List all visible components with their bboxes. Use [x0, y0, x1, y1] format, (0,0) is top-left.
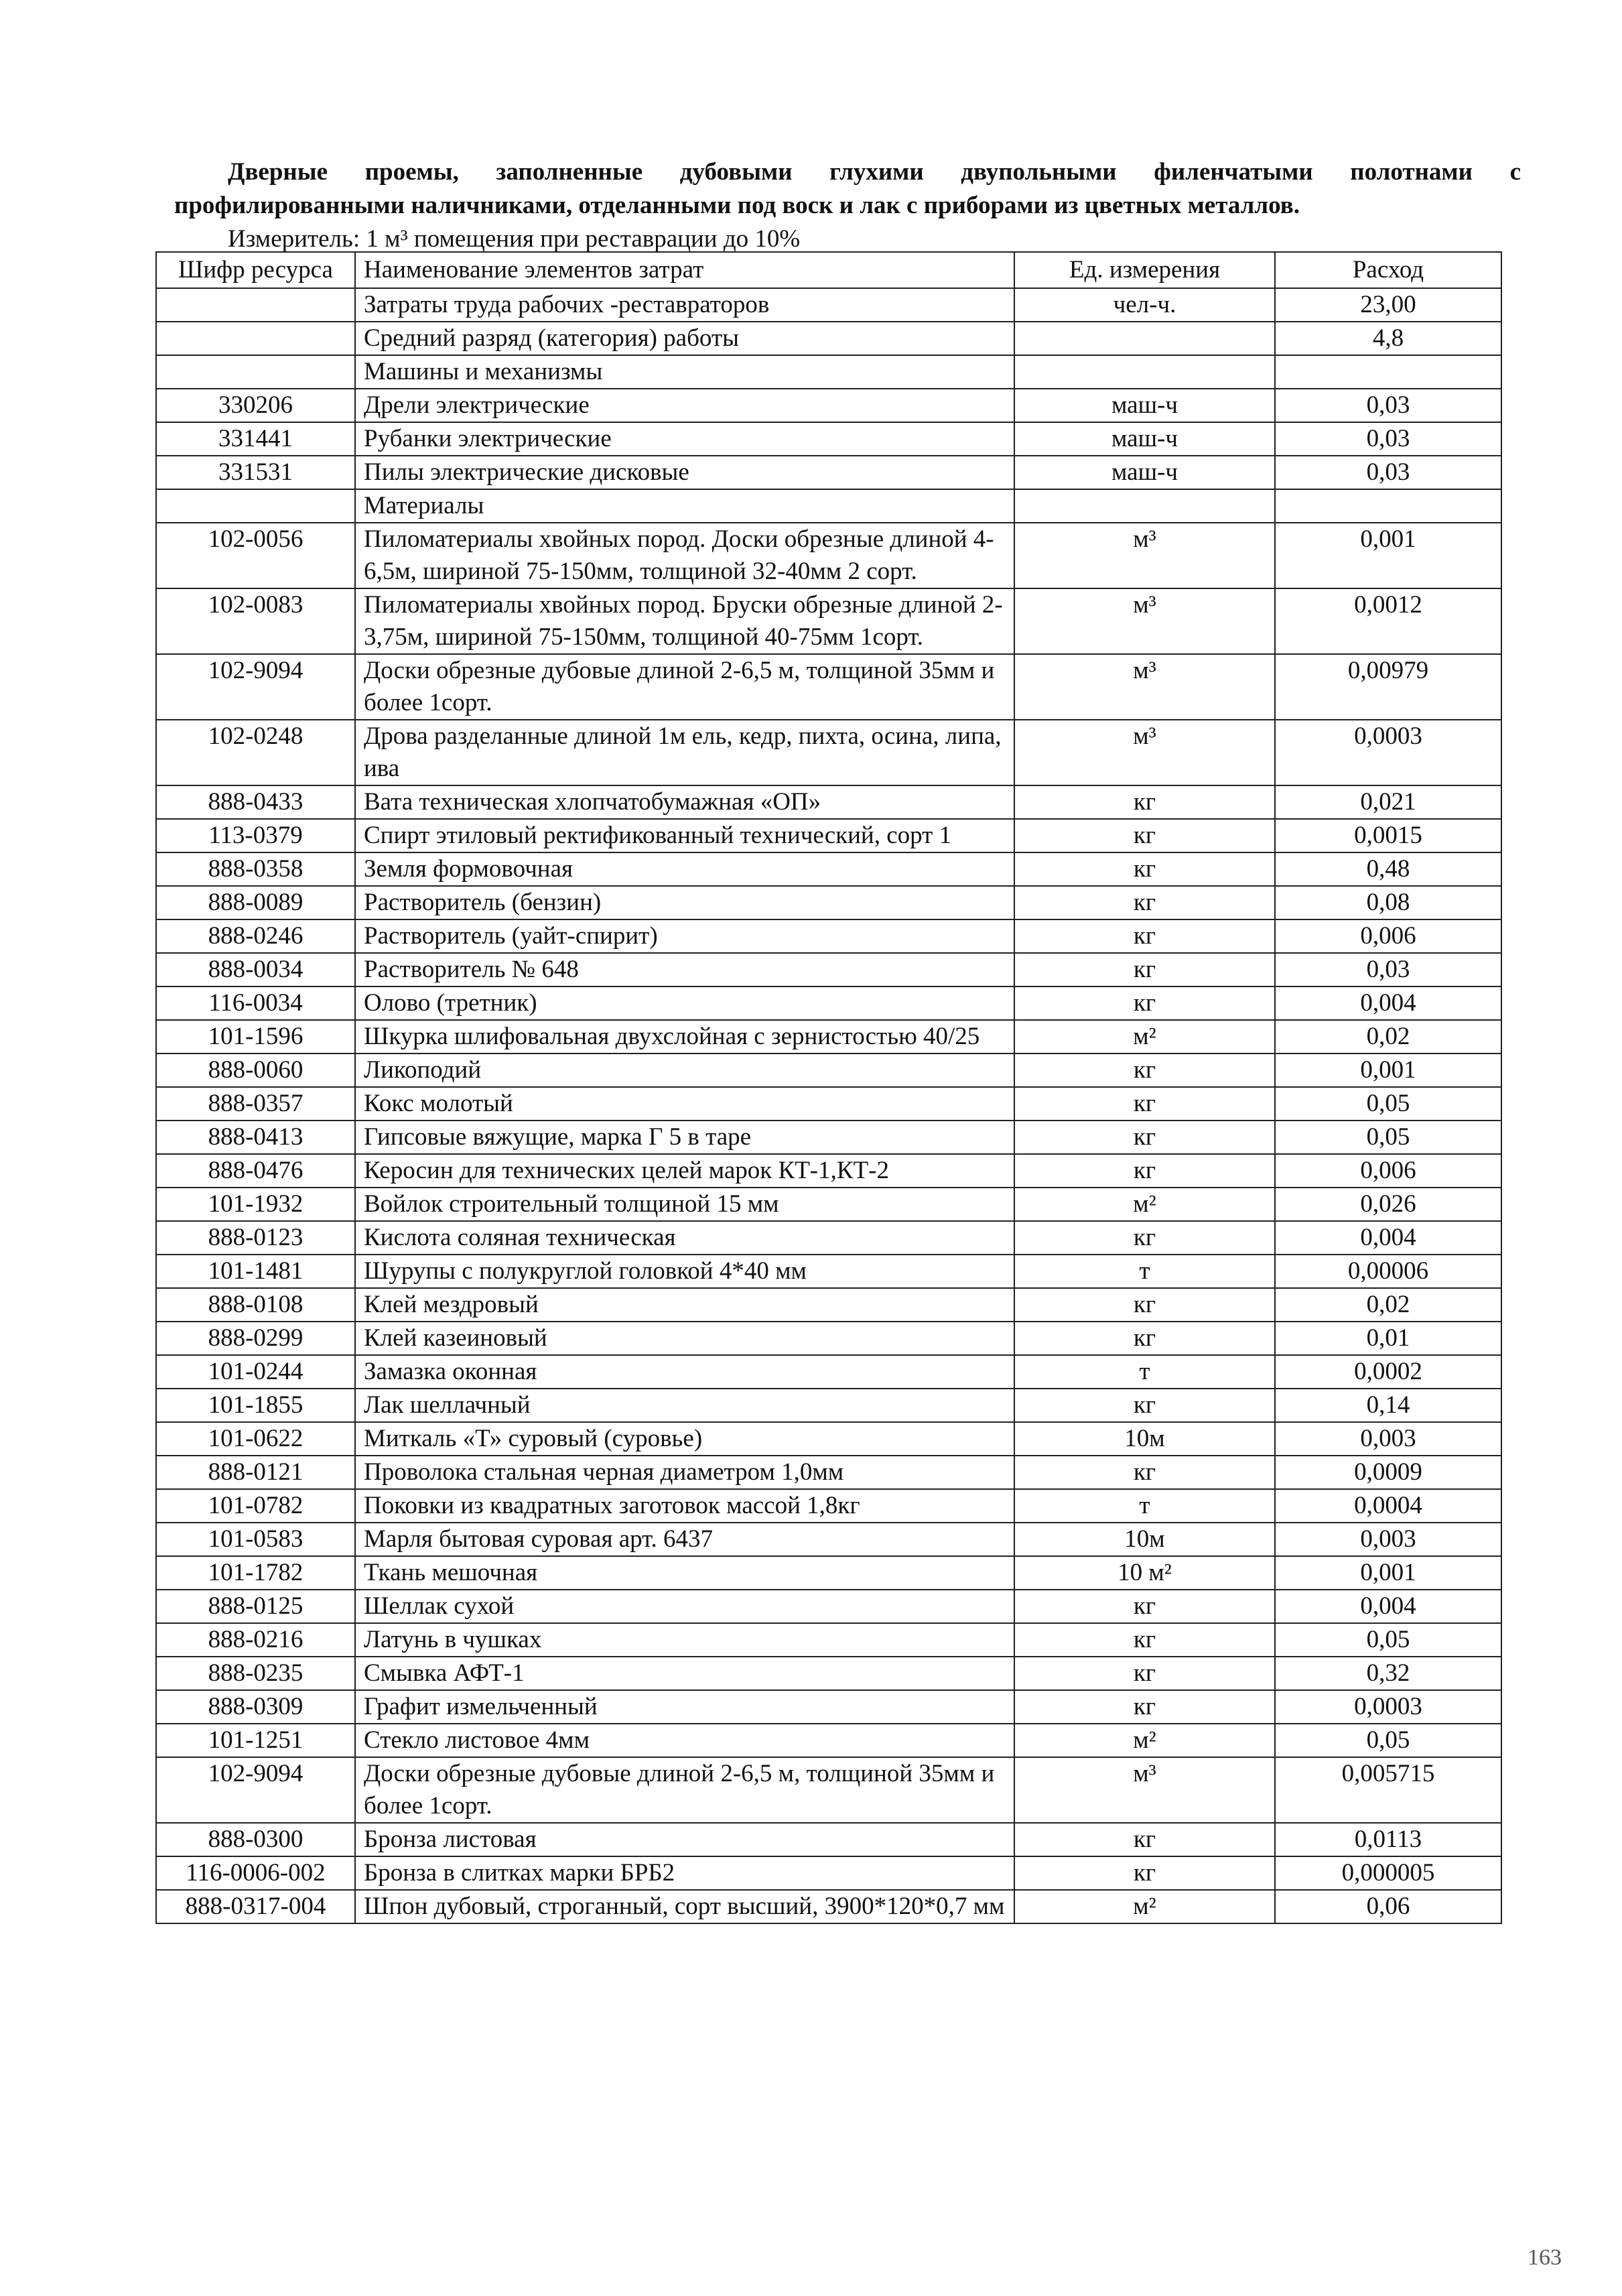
cell-name: Клей мездровый [355, 1288, 1014, 1322]
document-intro [174, 155, 1521, 256]
cell-code: 102-9094 [156, 654, 355, 720]
cell-name: Олово (третник) [355, 986, 1014, 1020]
cell-code: 101-1596 [156, 1020, 355, 1054]
cell-code: 888-0300 [156, 1823, 355, 1856]
cell-qty: 0,32 [1275, 1657, 1501, 1690]
cell-qty: 0,0012 [1275, 588, 1501, 654]
cell-unit: кг [1014, 1154, 1275, 1188]
cell-code: 888-0246 [156, 919, 355, 953]
table-row [156, 1020, 1501, 1054]
cell-qty: 0,48 [1275, 852, 1501, 886]
cell-qty: 0,03 [1275, 953, 1501, 986]
table-row [156, 654, 1501, 720]
cell-name: Лак шеллачный [355, 1389, 1014, 1422]
table-row [156, 1890, 1501, 1923]
cell-code: 101-0622 [156, 1422, 355, 1456]
cell-code: 888-0299 [156, 1322, 355, 1355]
intro-line-2: профилированными наличниками, отделанными под воск и лак с приборами из цветных металлов. [174, 192, 1300, 219]
cell-name: Клей казеиновый [355, 1322, 1014, 1355]
cell-name: Миткаль «Т» суровый (суровье) [355, 1422, 1014, 1456]
cell-qty: 0,14 [1275, 1389, 1501, 1422]
cell-name: Вата техническая хлопчатобумажная «ОП» [355, 785, 1014, 819]
table-row [156, 919, 1501, 953]
table-row [156, 1856, 1501, 1890]
cell-unit: кг [1014, 1623, 1275, 1657]
cell-code: 101-1251 [156, 1724, 355, 1757]
table-row [156, 1724, 1501, 1757]
cell-code: 888-0216 [156, 1623, 355, 1657]
cell-name: Кокс молотый [355, 1087, 1014, 1121]
cell-code: 116-0006-002 [156, 1856, 355, 1890]
cell-unit: т [1014, 1255, 1275, 1288]
cell-name: Доски обрезные дубовые длиной 2-6,5 м, толщиной 35мм и более 1сорт. [355, 1757, 1014, 1823]
cell-code: 101-1855 [156, 1389, 355, 1422]
cell-unit: м³ [1014, 654, 1275, 720]
cell-unit: т [1014, 1489, 1275, 1523]
table-row [156, 1221, 1501, 1255]
cell-code: 888-0476 [156, 1154, 355, 1188]
table-row [156, 1556, 1501, 1590]
cell-qty: 0,03 [1275, 389, 1501, 422]
cell-name: Шкурка шлифовальная двухслойная с зернистостью 40/25 [355, 1020, 1014, 1054]
table-row [156, 1489, 1501, 1523]
table-row [156, 1121, 1501, 1154]
resource-table [155, 251, 1502, 1924]
cell-code: 888-0357 [156, 1087, 355, 1121]
cell-qty: 0,001 [1275, 1054, 1501, 1087]
cell-qty: 0,005715 [1275, 1757, 1501, 1823]
cell-code: 331531 [156, 456, 355, 489]
table-row [156, 1456, 1501, 1489]
cell-code: 101-0583 [156, 1523, 355, 1556]
cell-qty: 0,03 [1275, 456, 1501, 489]
table-row [156, 322, 1501, 355]
cell-unit: кг [1014, 953, 1275, 986]
cell-code: 330206 [156, 389, 355, 422]
cell-unit: 10 м² [1014, 1556, 1275, 1590]
cell-qty: 0,00006 [1275, 1255, 1501, 1288]
cell-code: 102-0248 [156, 720, 355, 785]
cell-unit: кг [1014, 1322, 1275, 1355]
measure-line: Измеритель: 1 м³ помещения при реставрации до 10% [228, 225, 801, 253]
table-row [156, 852, 1501, 886]
table-row [156, 1823, 1501, 1856]
cell-qty [1275, 489, 1501, 523]
cell-qty: 0,0003 [1275, 720, 1501, 785]
cell-code: 101-1481 [156, 1255, 355, 1288]
cell-code: 101-1782 [156, 1556, 355, 1590]
header-qty: Расход [1275, 252, 1501, 288]
cell-qty: 0,026 [1275, 1188, 1501, 1221]
cell-qty: 0,006 [1275, 1154, 1501, 1188]
cell-name: Керосин для технических целей марок КТ-1,КТ-2 [355, 1154, 1014, 1188]
cell-name: Стекло листовое 4мм [355, 1724, 1014, 1757]
table-row [156, 288, 1501, 322]
table-row [156, 389, 1501, 422]
table-row [156, 456, 1501, 489]
cell-name: Затраты труда рабочих -реставраторов [355, 288, 1014, 322]
cell-code: 888-0121 [156, 1456, 355, 1489]
cell-name: Материалы [355, 489, 1014, 523]
cell-qty: 0,001 [1275, 523, 1501, 588]
cell-qty: 0,05 [1275, 1623, 1501, 1657]
cell-unit [1014, 355, 1275, 389]
cell-name: Растворитель (бензин) [355, 886, 1014, 919]
cell-qty: 0,06 [1275, 1890, 1501, 1923]
header-code: Шифр ресурса [156, 252, 355, 288]
cell-name: Марля бытовая суровая арт. 6437 [355, 1523, 1014, 1556]
table-row [156, 1054, 1501, 1087]
cell-qty: 0,01 [1275, 1322, 1501, 1355]
header-unit: Ед. измерения [1014, 252, 1275, 288]
cell-unit: кг [1014, 1657, 1275, 1690]
cell-qty: 0,0004 [1275, 1489, 1501, 1523]
table-row [156, 1288, 1501, 1322]
cell-qty: 0,05 [1275, 1121, 1501, 1154]
cell-qty: 0,08 [1275, 886, 1501, 919]
cell-qty: 0,021 [1275, 785, 1501, 819]
cell-qty [1275, 355, 1501, 389]
cell-code: 888-0235 [156, 1657, 355, 1690]
cell-code: 102-0056 [156, 523, 355, 588]
cell-name: Бронза листовая [355, 1823, 1014, 1856]
cell-code: 101-1932 [156, 1188, 355, 1221]
table-row [156, 1355, 1501, 1389]
cell-unit: м² [1014, 1020, 1275, 1054]
cell-name: Смывка АФТ-1 [355, 1657, 1014, 1690]
cell-name: Шеллак сухой [355, 1590, 1014, 1623]
cell-qty: 0,05 [1275, 1087, 1501, 1121]
cell-qty: 0,000005 [1275, 1856, 1501, 1890]
cell-unit: кг [1014, 785, 1275, 819]
cell-unit: кг [1014, 819, 1275, 852]
cell-unit: м³ [1014, 588, 1275, 654]
cell-qty: 0,003 [1275, 1523, 1501, 1556]
cell-unit: кг [1014, 1856, 1275, 1890]
cell-unit: м² [1014, 1890, 1275, 1923]
cell-name: Машины и механизмы [355, 355, 1014, 389]
table-row [156, 1422, 1501, 1456]
cell-name: Замазка оконная [355, 1355, 1014, 1389]
cell-code [156, 355, 355, 389]
cell-code: 113-0379 [156, 819, 355, 852]
cell-name: Растворитель № 648 [355, 953, 1014, 986]
cell-unit: кг [1014, 1823, 1275, 1856]
cell-qty: 0,006 [1275, 919, 1501, 953]
table-row [156, 1757, 1501, 1823]
cell-name: Шурупы с полукруглой головкой 4*40 мм [355, 1255, 1014, 1288]
cell-unit: м³ [1014, 1757, 1275, 1823]
cell-qty: 0,004 [1275, 986, 1501, 1020]
table-row [156, 785, 1501, 819]
cell-code: 888-0413 [156, 1121, 355, 1154]
cell-code: 888-0089 [156, 886, 355, 919]
table-row [156, 1523, 1501, 1556]
cell-name: Графит измельченный [355, 1690, 1014, 1724]
cell-code: 888-0060 [156, 1054, 355, 1087]
cell-code: 888-0358 [156, 852, 355, 886]
table-row [156, 953, 1501, 986]
cell-name: Латунь в чушках [355, 1623, 1014, 1657]
cell-unit: м² [1014, 1188, 1275, 1221]
cell-unit [1014, 322, 1275, 355]
cell-name: Рубанки электрические [355, 422, 1014, 456]
cell-unit: т [1014, 1355, 1275, 1389]
page-number: 163 [1528, 2245, 1562, 2270]
cell-name: Пилы электрические дисковые [355, 456, 1014, 489]
cell-name: Проволока стальная черная диаметром 1,0мм [355, 1456, 1014, 1489]
cell-qty: 0,0002 [1275, 1355, 1501, 1389]
cell-name: Ликоподий [355, 1054, 1014, 1087]
table-header-row [156, 252, 1501, 288]
table-row [156, 1322, 1501, 1355]
cell-code: 888-0108 [156, 1288, 355, 1322]
table-row [156, 422, 1501, 456]
table-row [156, 1590, 1501, 1623]
cell-name: Кислота соляная техническая [355, 1221, 1014, 1255]
cell-code [156, 489, 355, 523]
cell-unit: кг [1014, 886, 1275, 919]
cell-unit: кг [1014, 1221, 1275, 1255]
cell-name: Пиломатериалы хвойных пород. Доски обрезные длиной 4-6,5м, шириной 75-150мм, толщиной 32-40мм 2 сорт. [355, 523, 1014, 588]
cell-unit: 10м [1014, 1422, 1275, 1456]
cell-qty: 0,02 [1275, 1288, 1501, 1322]
cell-qty: 0,05 [1275, 1724, 1501, 1757]
cell-qty: 0,0009 [1275, 1456, 1501, 1489]
cell-name: Дрели электрические [355, 389, 1014, 422]
cell-code: 888-0034 [156, 953, 355, 986]
cell-unit: кг [1014, 1456, 1275, 1489]
cell-name: Бронза в слитках марки БРБ2 [355, 1856, 1014, 1890]
cell-unit: кг [1014, 986, 1275, 1020]
cell-unit: кг [1014, 1288, 1275, 1322]
cell-unit: кг [1014, 1690, 1275, 1724]
cell-name: Шпон дубовый, строганный, сорт высший, 3900*120*0,7 мм [355, 1890, 1014, 1923]
cell-qty: 0,0003 [1275, 1690, 1501, 1724]
table-row [156, 1087, 1501, 1121]
cell-code: 101-0244 [156, 1355, 355, 1389]
cell-unit: кг [1014, 1389, 1275, 1422]
table-row [156, 720, 1501, 785]
cell-unit: кг [1014, 1087, 1275, 1121]
cell-unit: 10м [1014, 1523, 1275, 1556]
cell-code: 888-0433 [156, 785, 355, 819]
table-row [156, 1154, 1501, 1188]
cell-qty: 0,0113 [1275, 1823, 1501, 1856]
cell-unit: кг [1014, 1054, 1275, 1087]
table-row [156, 523, 1501, 588]
table-row [156, 1623, 1501, 1657]
table-row [156, 588, 1501, 654]
cell-qty: 0,0015 [1275, 819, 1501, 852]
intro-line-1: Дверные проемы, заполненные дубовыми глухими двупольными филенчатыми полотнами с [228, 158, 1521, 186]
table-row [156, 1389, 1501, 1422]
cell-qty: 0,00979 [1275, 654, 1501, 720]
cell-name: Доски обрезные дубовые длиной 2-6,5 м, толщиной 35мм и более 1сорт. [355, 654, 1014, 720]
table-row [156, 886, 1501, 919]
cell-name: Земля формовочная [355, 852, 1014, 886]
table-body [156, 288, 1501, 1923]
cell-code [156, 288, 355, 322]
cell-unit: маш-ч [1014, 422, 1275, 456]
cell-unit: м³ [1014, 720, 1275, 785]
table-row [156, 1255, 1501, 1288]
cell-qty: 4,8 [1275, 322, 1501, 355]
cell-qty: 0,004 [1275, 1590, 1501, 1623]
cell-code: 102-9094 [156, 1757, 355, 1823]
cell-unit: кг [1014, 919, 1275, 953]
cell-code: 888-0125 [156, 1590, 355, 1623]
cell-name: Войлок строительный толщиной 15 мм [355, 1188, 1014, 1221]
cell-code: 116-0034 [156, 986, 355, 1020]
table-row [156, 819, 1501, 852]
cell-name: Растворитель (уайт-спирит) [355, 919, 1014, 953]
table-row [156, 489, 1501, 523]
cell-qty: 0,03 [1275, 422, 1501, 456]
cell-unit: кг [1014, 1121, 1275, 1154]
table-row [156, 1690, 1501, 1724]
cell-qty: 0,001 [1275, 1556, 1501, 1590]
cell-name: Дрова разделанные длиной 1м ель, кедр, пихта, осина, липа, ива [355, 720, 1014, 785]
cell-unit: кг [1014, 852, 1275, 886]
cell-name: Гипсовые вяжущие, марка Г 5 в таре [355, 1121, 1014, 1154]
cell-unit: маш-ч [1014, 389, 1275, 422]
cell-unit: м³ [1014, 523, 1275, 588]
cell-name: Средний разряд (категория) работы [355, 322, 1014, 355]
cell-code: 102-0083 [156, 588, 355, 654]
cell-name: Спирт этиловый ректификованный технический, сорт 1 [355, 819, 1014, 852]
cell-code: 888-0123 [156, 1221, 355, 1255]
table-row [156, 1657, 1501, 1690]
table-row [156, 986, 1501, 1020]
cell-code [156, 322, 355, 355]
header-name: Наименование элементов затрат [355, 252, 1014, 288]
cell-code: 888-0317-004 [156, 1890, 355, 1923]
cell-unit: м² [1014, 1724, 1275, 1757]
cell-unit: чел-ч. [1014, 288, 1275, 322]
table-row [156, 1188, 1501, 1221]
table-row [156, 355, 1501, 389]
cell-name: Пиломатериалы хвойных пород. Бруски обрезные длиной 2-3,75м, шириной 75-150мм, толщиной 40-75мм 1сорт. [355, 588, 1014, 654]
cell-unit: маш-ч [1014, 456, 1275, 489]
cell-name: Ткань мешочная [355, 1556, 1014, 1590]
cell-code: 331441 [156, 422, 355, 456]
cell-code: 888-0309 [156, 1690, 355, 1724]
cell-qty: 0,02 [1275, 1020, 1501, 1054]
cell-qty: 23,00 [1275, 288, 1501, 322]
cell-name: Поковки из квадратных заготовок массой 1,8кг [355, 1489, 1014, 1523]
cell-qty: 0,004 [1275, 1221, 1501, 1255]
cell-qty: 0,003 [1275, 1422, 1501, 1456]
cell-unit [1014, 489, 1275, 523]
cell-code: 101-0782 [156, 1489, 355, 1523]
cell-unit: кг [1014, 1590, 1275, 1623]
